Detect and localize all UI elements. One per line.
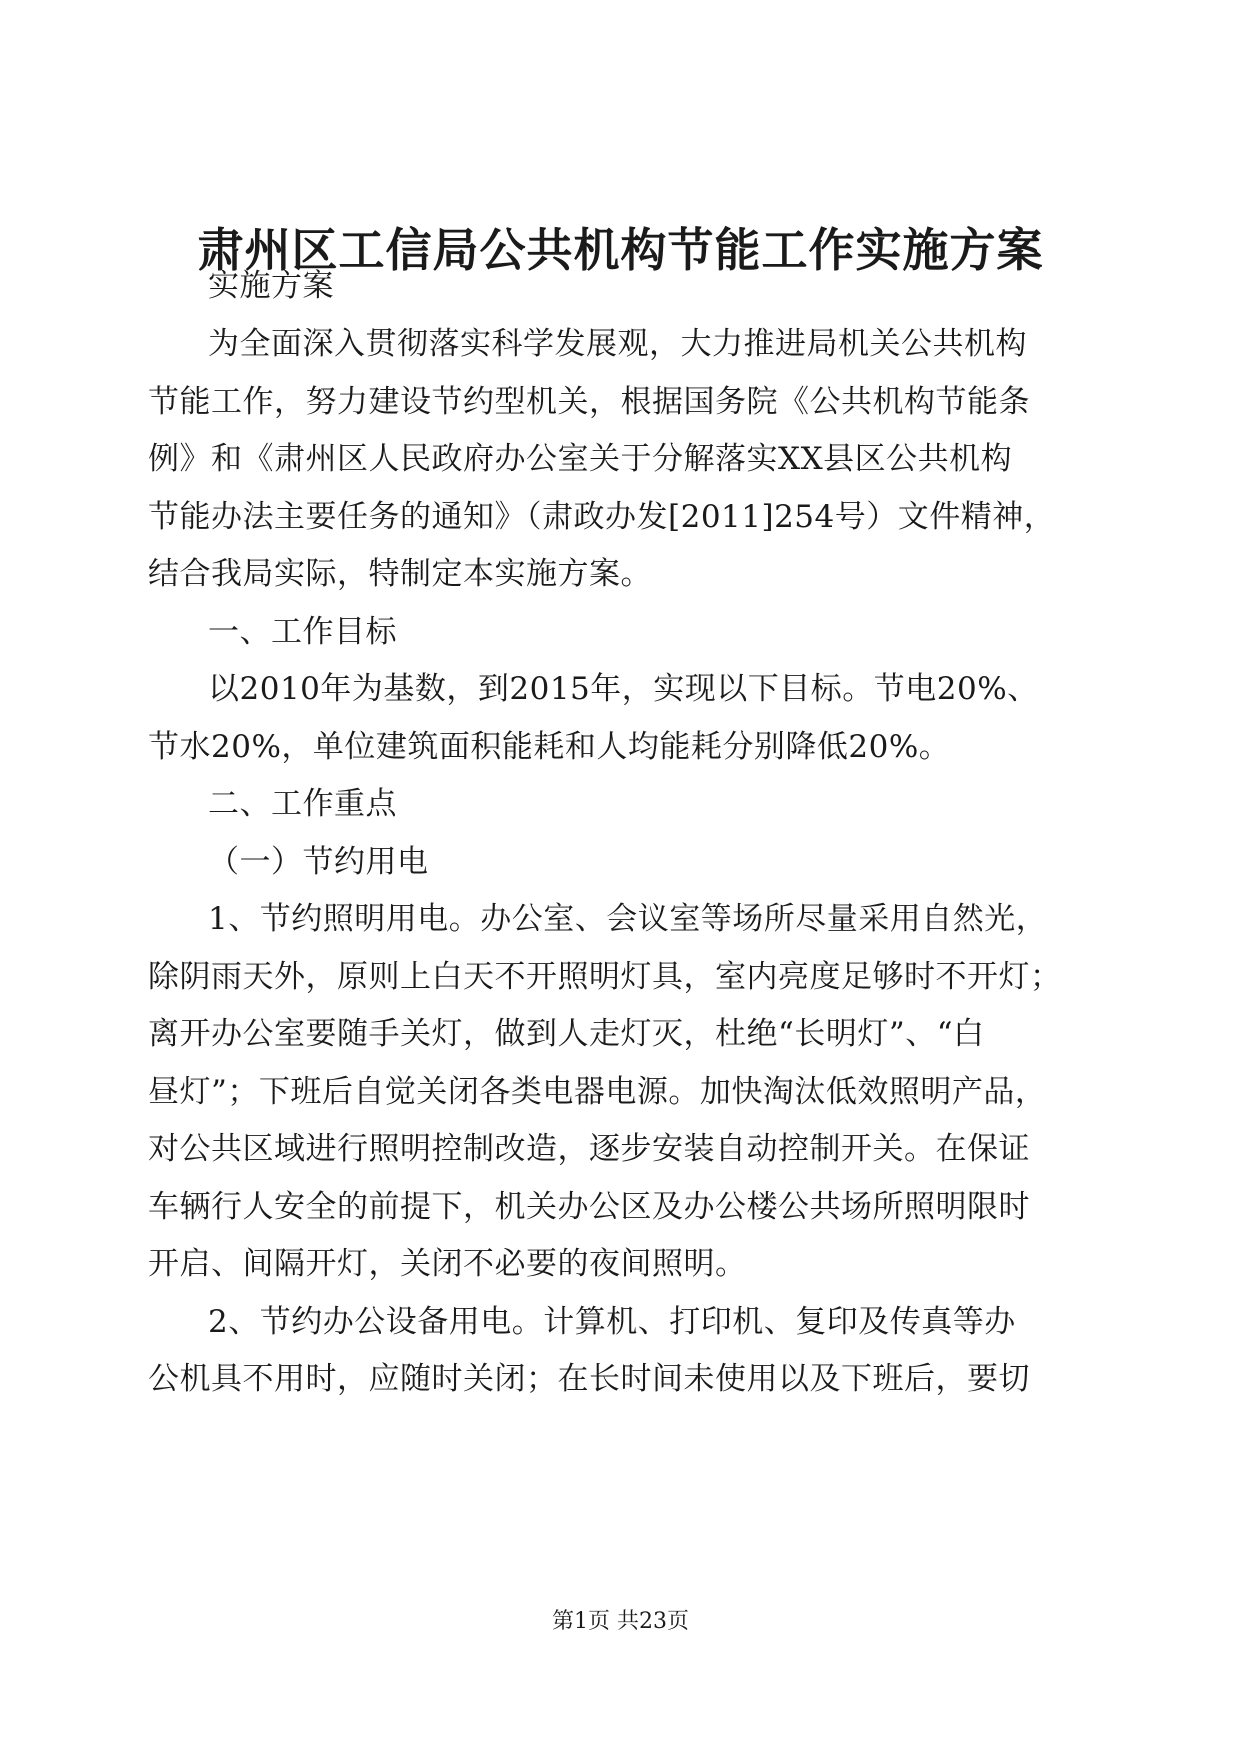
text-line: 1、节约照明用电。办公室、会议室等场所尽量采用自然光， <box>208 901 1048 937</box>
text-line: 除阴雨天外，原则上白天不开照明灯具，室内亮度足够时不开灯； <box>148 959 1062 995</box>
text-line: 为全面深入贯彻落实科学发展观，大力推进局机关公共机构 <box>208 326 1027 362</box>
document-title: 肃州区工信局公共机构节能工作实施方案 <box>197 223 1044 277</box>
text-line: 2、节约办公设备用电。计算机、打印机、复印及传真等办 <box>208 1304 1016 1340</box>
text-line: 节能工作，努力建设节约型机关，根据国务院《公共机构节能条 <box>148 384 1030 420</box>
text-line: 离开办公室要随手关灯，做到人走灯灭，杜绝“长明灯”、“白 <box>148 1016 985 1052</box>
text-line: 例》和《肃州区人民政府办公室关于分解落实XX县区公共机构 <box>148 441 1013 477</box>
text-line: 实施方案 <box>208 268 334 304</box>
text-line: 以2010年为基数，到2015年，实现以下目标。节电20%、 <box>208 671 1039 707</box>
text-line: 结合我局实际，特制定本实施方案。 <box>148 556 652 592</box>
text-line: 开启、间隔开灯，关闭不必要的夜间照明。 <box>148 1246 747 1282</box>
text-line: 车辆行人安全的前提下，机关办公区及办公楼公共场所照明限时 <box>148 1189 1030 1225</box>
text-line: 对公共区域进行照明控制改造，逐步安装自动控制开关。在保证 <box>148 1131 1030 1167</box>
text-line: 节能办法主要任务的通知》（肃政办发[2011]254号）文件精神， <box>148 499 1056 535</box>
text-line: 昼灯”；下班后自觉关闭各类电器电源。加快淘汰低效照明产品， <box>148 1074 1047 1110</box>
section-heading: 二、工作重点 <box>208 786 397 822</box>
page-number: 第1页 共23页 <box>552 1609 689 1634</box>
text-line: 公机具不用时，应随时关闭；在长时间未使用以及下班后，要切 <box>148 1361 1030 1397</box>
subsection-heading: （一）节约用电 <box>208 844 429 880</box>
section-heading: 一、工作目标 <box>208 614 397 650</box>
text-line: 节水20%，单位建筑面积能耗和人均能耗分别降低20%。 <box>148 729 951 765</box>
